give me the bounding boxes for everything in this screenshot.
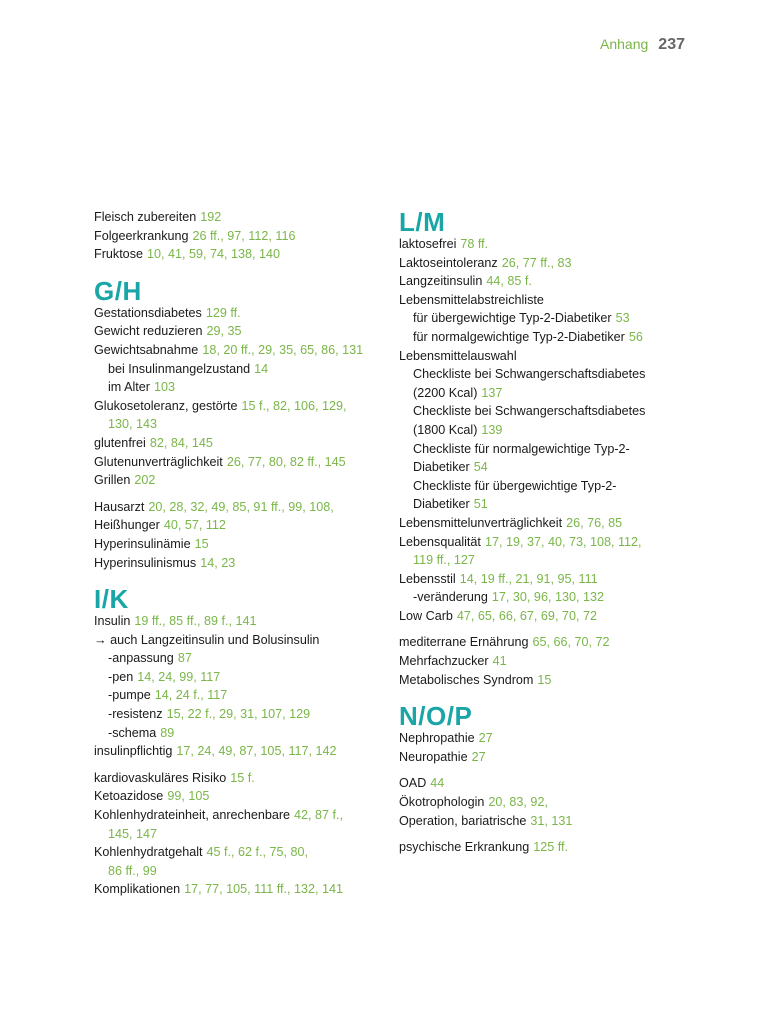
index-subentry: [399, 402, 689, 421]
index-term: -pumpe: [108, 688, 151, 703]
page-references: 119 ff., 127: [413, 553, 475, 568]
page-references: 44: [430, 776, 445, 791]
index-entry: [94, 843, 394, 862]
index-term: Hyperinsulinämie: [94, 536, 191, 551]
page-references: 20, 28, 32, 49, 85, 91 ff., 99, 108,: [148, 499, 334, 514]
page-references: 139: [481, 422, 503, 437]
page-references: 14, 24 f., 117: [154, 688, 228, 703]
index-term: Checkliste bei Schwangerschaftsdiabetes: [413, 404, 646, 419]
index-entry: [94, 554, 394, 573]
index-term: -resistenz: [108, 707, 163, 722]
page-references: 14, 23: [200, 555, 236, 570]
page-references: 15: [537, 672, 552, 687]
index-subentry: [399, 365, 689, 384]
index-term: Heißhunger: [94, 518, 160, 533]
index-subentry: [399, 440, 689, 459]
index-entry: [94, 516, 394, 535]
index-term: -veränderung: [413, 590, 488, 605]
letter-heading: G/H: [94, 275, 142, 306]
page-references: 53: [615, 311, 630, 326]
index-term: Gewichtsabnahme: [94, 342, 199, 357]
index-entry: [94, 227, 394, 246]
index-entry: [399, 235, 689, 254]
page-references: 14, 24, 99, 117: [137, 669, 221, 684]
running-header: [600, 36, 685, 54]
page-references: 54: [473, 460, 488, 475]
index-entry: [94, 208, 394, 227]
page-references: 17, 19, 37, 40, 73, 108, 112,: [484, 534, 642, 549]
index-term: Laktoseintoleranz: [399, 255, 498, 270]
index-term: Kohlenhydrateinheit, anrechenbare: [94, 808, 291, 823]
index-entry: [94, 612, 394, 631]
index-column-left: [94, 208, 394, 899]
index-term: im Alter: [108, 380, 150, 395]
page-references: 18, 20 ff., 29, 35, 65, 86, 131: [202, 342, 364, 357]
page-references: 14, 19 ff., 21, 91, 95, 111: [459, 571, 598, 586]
index-term: Diabetiker: [413, 460, 470, 475]
letter-heading: I/K: [94, 584, 129, 615]
page-references: 129 ff.: [205, 305, 241, 320]
index-subentry: [399, 421, 689, 440]
page-references: 137: [481, 385, 503, 400]
index-term: Fleisch zubereiten: [94, 210, 197, 224]
page-references: 87: [177, 651, 192, 666]
index-term: bei Insulinmangelzustand: [108, 361, 251, 376]
index-term: für normalgewichtige Typ-2-Diabetiker: [413, 329, 625, 344]
index-entry: [399, 272, 689, 291]
page-references: 15 f.: [230, 770, 255, 785]
index-term: Hausarzt: [94, 499, 145, 514]
index-term: Checkliste für übergewichtige Typ-2-: [413, 478, 617, 493]
index-entry: [94, 535, 394, 554]
index-subentry: [94, 724, 394, 743]
index-entry: [94, 471, 394, 490]
page-references: 20, 83, 92,: [488, 795, 548, 810]
page-references: 17, 24, 49, 87, 105, 117, 142: [176, 744, 337, 759]
page-references: 41: [492, 654, 507, 669]
index-term: für übergewichtige Typ-2-Diabetiker: [413, 311, 612, 326]
index-term: Gewicht reduzieren: [94, 324, 203, 339]
index-term: Checkliste für normalgewichtige Typ-2-: [413, 441, 630, 456]
index-subentry: [399, 551, 689, 570]
index-entry: [399, 533, 689, 552]
index-entry: [399, 748, 689, 767]
page-references: 15, 22 f., 29, 31, 107, 129: [166, 707, 311, 722]
page-references: 29, 35: [206, 324, 242, 339]
letter-heading: N/O/P: [399, 701, 473, 732]
index-column-right: [399, 207, 689, 857]
index-term: psychische Erkrankung: [399, 840, 530, 855]
section-title: Anhang: [600, 36, 649, 52]
index-entry: [399, 774, 689, 793]
index-entry: [399, 633, 689, 652]
index-subentry: [399, 328, 689, 347]
index-entry: [94, 498, 394, 517]
index-entry: [399, 812, 689, 831]
index-term: Insulin: [94, 614, 131, 629]
index-term: Lebensmittelauswahl: [399, 348, 517, 363]
page-references: 103: [154, 380, 176, 395]
index-subentry: [94, 686, 394, 705]
index-entry: [399, 652, 689, 671]
index-subentry: [94, 360, 394, 379]
index-term: Lebensmittelabstreichliste: [399, 292, 544, 307]
index-subentry: [399, 588, 689, 607]
index-term: Lebensstil: [399, 571, 456, 586]
page-references: 202: [134, 473, 156, 488]
page-references: 65, 66, 70, 72: [532, 635, 610, 650]
index-term: Low Carb: [399, 608, 453, 623]
page-references: 10, 41, 59, 74, 138, 140: [147, 247, 281, 262]
index-term: Folgeerkrankung: [94, 228, 189, 243]
index-term: Mehrfachzucker: [399, 654, 489, 669]
page-references: 86 ff., 99: [108, 863, 157, 878]
index-term: -pen: [108, 669, 134, 684]
page-references: 17, 30, 96, 130, 132: [491, 590, 604, 605]
index-entry: [399, 607, 689, 626]
page-references: 26, 77, 80, 82 ff., 145: [226, 454, 346, 469]
index-entry: [399, 729, 689, 748]
page-references: 17, 77, 105, 111 ff., 132, 141: [184, 882, 344, 897]
index-subentry: [94, 649, 394, 668]
index-entry: [94, 631, 394, 650]
page-references: 192: [200, 210, 222, 224]
index-term: Operation, bariatrische: [399, 813, 527, 828]
index-subentry: [399, 458, 689, 477]
index-term: (1800 Kcal): [413, 422, 478, 437]
index-entry: [399, 514, 689, 533]
page-references: 15: [194, 536, 209, 551]
index-term: -schema: [108, 725, 157, 740]
index-entry: [399, 671, 689, 690]
page-references: 47, 65, 66, 67, 69, 70, 72: [456, 608, 597, 623]
index-entry: [399, 254, 689, 273]
page-references: 99, 105: [167, 789, 210, 804]
index-entry: [94, 880, 394, 899]
page-references: 27: [471, 749, 486, 764]
index-entry: [94, 742, 394, 761]
page-references: 130, 143: [108, 417, 158, 432]
index-entry: [399, 347, 689, 366]
index-term: Langzeitinsulin: [399, 274, 483, 289]
page-references: 26, 77 ff., 83: [501, 255, 572, 270]
index-subentry: [399, 495, 689, 514]
index-entry: [94, 397, 394, 416]
page-references: 40, 57, 112: [163, 518, 226, 533]
index-term: OAD: [399, 776, 427, 791]
page-references: 145, 147: [108, 826, 158, 841]
index-subentry: [94, 825, 394, 844]
index-entry: [399, 570, 689, 589]
index-term: glutenfrei: [94, 435, 146, 450]
index-entry: [399, 838, 689, 857]
index-term: Grillen: [94, 473, 131, 488]
page-references: 82, 84, 145: [149, 435, 213, 450]
index-entry: [94, 769, 394, 788]
index-entry: [94, 453, 394, 472]
page-references: 26, 76, 85: [566, 515, 623, 530]
index-term: -anpassung: [108, 651, 174, 666]
index-subentry: [94, 862, 394, 881]
page-references: 26 ff., 97, 112, 116: [192, 228, 296, 243]
index-entry: [94, 787, 394, 806]
index-entry: [399, 291, 689, 310]
page-references: 44, 85 f.: [486, 274, 532, 289]
page-references: 125 ff.: [533, 840, 568, 855]
index-term: insulinpflichtig: [94, 744, 173, 759]
index-term: Lebensqualität: [399, 534, 481, 549]
page-references: 15 f., 82, 106, 129,: [241, 398, 347, 413]
page-references: 51: [473, 497, 488, 512]
index-term: Gestationsdiabetes: [94, 305, 202, 320]
index-subentry: [399, 477, 689, 496]
index-term: (2200 Kcal): [413, 385, 478, 400]
index-term: Checkliste bei Schwangerschaftsdiabetes: [413, 367, 646, 382]
page-references: 56: [628, 329, 643, 344]
page-references: 31, 131: [530, 813, 573, 828]
page-references: 89: [160, 725, 175, 740]
index-term: Lebensmittelunverträglichkeit: [399, 515, 563, 530]
index-term: Metabolisches Syndrom: [399, 672, 534, 687]
index-entry: [94, 434, 394, 453]
page-references: 19 ff., 85 ff., 89 f., 141: [134, 614, 257, 629]
index-term: → auch Langzeitinsulin und Bolusinsulin: [94, 632, 320, 647]
index-term: Diabetiker: [413, 497, 470, 512]
index-term: Kohlenhydratgehalt: [94, 845, 203, 860]
index-subentry: [94, 378, 394, 397]
index-subentry: [94, 668, 394, 687]
page-references: 78 ff.: [460, 237, 489, 251]
index-term: Fruktose: [94, 247, 143, 262]
index-subentry: [399, 384, 689, 403]
letter-heading: L/M: [399, 207, 446, 237]
index-subentry: [399, 309, 689, 328]
index-term: kardiovaskuläres Risiko: [94, 770, 227, 785]
index-term: Ketoazidose: [94, 789, 164, 804]
index-term: Nephropathie: [399, 731, 475, 746]
index-subentry: [94, 415, 394, 434]
page-number: 237: [658, 36, 685, 53]
page-references: 27: [478, 731, 493, 746]
index-term: Glutenunverträglichkeit: [94, 454, 223, 469]
index-entry: [94, 322, 394, 341]
index-entry: [94, 341, 394, 360]
page-references: 45 f., 62 f., 75, 80,: [206, 845, 309, 860]
index-term: Ökotrophologin: [399, 795, 485, 810]
page-references: 42, 87 f.,: [294, 808, 344, 823]
index-entry: [94, 245, 394, 264]
index-subentry: [94, 705, 394, 724]
index-entry: [94, 806, 394, 825]
index-entry: [399, 793, 689, 812]
index-term: Neuropathie: [399, 749, 468, 764]
index-term: mediterrane Ernährung: [399, 635, 529, 650]
index-term: laktosefrei: [399, 237, 457, 251]
index-term: Glukosetoleranz, gestörte: [94, 398, 238, 413]
index-term: Hyperinsulinismus: [94, 555, 197, 570]
page-references: 14: [254, 361, 269, 376]
index-entry: [94, 304, 394, 323]
index-term: Komplikationen: [94, 882, 181, 897]
